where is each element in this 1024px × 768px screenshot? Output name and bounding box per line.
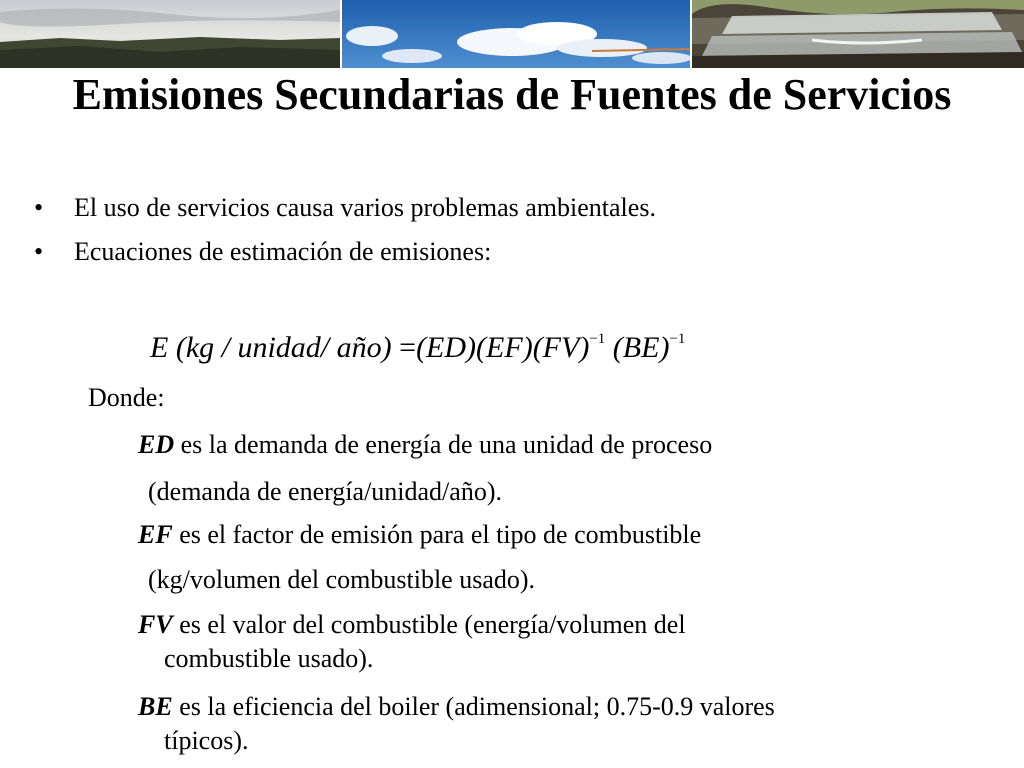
- bullet-item: [34, 192, 994, 224]
- sky-clouds-photo: [342, 0, 690, 68]
- equation-factor-be: (BE): [612, 331, 670, 364]
- definition-fv: [138, 608, 988, 676]
- equation-lhs-var: E: [150, 331, 169, 364]
- definition-units: (demanda de energía/unidad/año).: [148, 477, 502, 506]
- equation-lhs-units: (kg / unidad/ año): [175, 331, 392, 364]
- equation-equals: =: [399, 331, 417, 364]
- bullet-icon: •: [34, 193, 44, 222]
- definition-text: es el factor de emisión para el tipo de combustible: [172, 520, 702, 549]
- definition-units: (kg/volumen del combustible usado).: [148, 565, 536, 594]
- equation-exponent: −1: [589, 331, 606, 347]
- definition-be: [138, 690, 988, 758]
- definition-symbol: BE: [138, 692, 173, 721]
- bullet-text: El uso de servicios causa varios problemas ambientales.: [74, 193, 656, 222]
- definition-symbol: EF: [138, 520, 173, 549]
- equation-factor-fv: (FV): [532, 331, 590, 364]
- definition-symbol: ED: [138, 430, 175, 459]
- definition-text: es la demanda de energía de una unidad de proceso: [174, 430, 713, 459]
- waterfall-photo: [692, 0, 1024, 68]
- header-banner: [0, 0, 1024, 68]
- slide-title: Emisiones Secundarias de Fuentes de Servicios: [72, 70, 952, 119]
- bullet-list: [34, 192, 994, 280]
- equation-exponent: −1: [669, 331, 686, 347]
- definition-text: es el valor del combustible (energía/volumen del: [172, 610, 686, 639]
- donde-label: Donde:: [88, 383, 165, 412]
- definition-symbol: FV: [138, 610, 173, 639]
- definition-continuation: combustible usado).: [164, 644, 374, 673]
- definition-ef: [138, 518, 988, 552]
- definition-ed: [138, 428, 988, 462]
- bullet-item: [34, 236, 994, 268]
- emission-equation: [150, 328, 890, 373]
- bullet-icon: •: [34, 237, 44, 266]
- equation-factor-ef: (EF): [476, 331, 533, 364]
- bullet-text: Ecuaciones de estimación de emisiones:: [74, 237, 492, 266]
- definition-text: es la eficiencia del boiler (adimensional; 0.75-0.9 valores: [172, 692, 775, 721]
- equation-factor-ed: (ED): [416, 331, 477, 364]
- landscape-photo: [0, 0, 340, 68]
- definition-continuation: típicos).: [164, 726, 249, 755]
